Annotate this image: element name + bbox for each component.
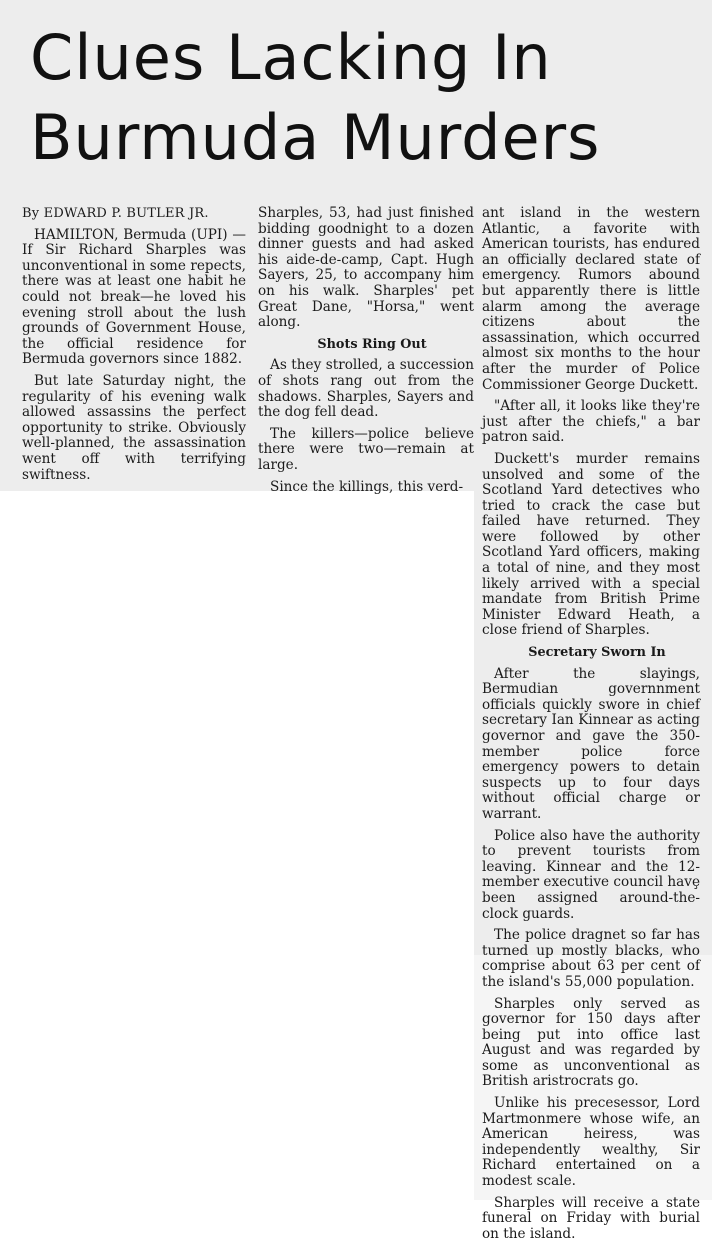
paragraph: As they strolled, a succession of shots rang out from the shadows. Sharples, Sayers and the dog fell dead.	[258, 357, 474, 421]
paragraph: Duckett's murder remains unsolved and some of the Scotland Yard detectives who tried to crack the case but failed have returned. They were followed by other Scotland Yard officers, making a total of nine, and they most likely arrived with a special mandate from British Prime Minister Edward Heath, a close friend of Sharples.	[482, 450, 700, 639]
paragraph: The police dragnet so far has turned up mostly blacks, who comprise about 63 per cent of the island's 55,000 population.	[482, 927, 700, 990]
paragraph: Sharples will receive a state funeral on Friday with burial on the island.	[482, 1194, 700, 1242]
headline: Clues Lacking In Burmuda Murders	[30, 21, 601, 174]
paragraph: Sharples only served as governor for 150 days after being put into office last August and was regarded by some as unconventional as British aristrocrats go.	[482, 995, 700, 1090]
paragraph: But late Saturday night, the regularity of his evening walk allowed assassins the perfect opportunity to strike. Obviously well-planned, the assassination went off with terrifying swiftness.	[22, 372, 246, 483]
paragraph: Police also have the authority to prevent tourists from leaving. Kinnear and the 12-member executive council havȩ been assigned around-the-clock guards.	[482, 827, 700, 922]
byline: By EDWARD P. BUTLER JR.	[22, 206, 209, 221]
paragraph: HAMILTON, Bermuda (UPI) — If Sir Richard Sharples was unconventional in some repects, there was at least one habit he could not break—he loved his evening stroll about the lush grounds of Government House, the official residence for Bermuda governors since 1882.	[22, 226, 246, 368]
article-column-1	[22, 206, 246, 489]
paragraph: ant island in the western Atlantic, a favorite with American tourists, has endured an officially declared state of emergency. Rumors abound but apparently there is little alarm among the average citizens about the assassination, which occurred almost six months to the hour after the murder of Police Commissioner George Duckett.	[482, 205, 700, 393]
paragraph: Since the killings, this verd-	[270, 478, 464, 495]
paragraph: After the slayings, Bermudian governnment officials quickly swore in chief secretary Ian Kinnear as acting governor and gave the 350-member police force emergency powers to detain suspects up to four days without official charge or warrant.	[482, 665, 700, 822]
paragraph: Sharples, 53, had just finished bidding goodnight to a dozen dinner guests and had asked his aide-de-camp, Capt. Hugh Sayers, 25, to accompany him on his walk. Sharples' pet Great Dane, "Horsa," went along.	[258, 205, 474, 331]
paragraph: The killers—police believe there were two—remain at large.	[258, 425, 474, 473]
subhead-shots-ring-out: Shots Ring Out	[317, 336, 427, 352]
subhead-secretary-sworn-in: Secretary Sworn In	[528, 645, 666, 661]
article-column-3	[482, 206, 700, 1248]
paragraph: Unlike his precesessor, Lord Martmonmere whose wife, an American heiress, was independently wealthy, Sir Richard entertained on a modest scale.	[482, 1095, 700, 1190]
article-column-2	[258, 206, 474, 501]
paragraph: "After all, it looks like they're just after the chiefs," a bar patron said.	[482, 398, 700, 446]
